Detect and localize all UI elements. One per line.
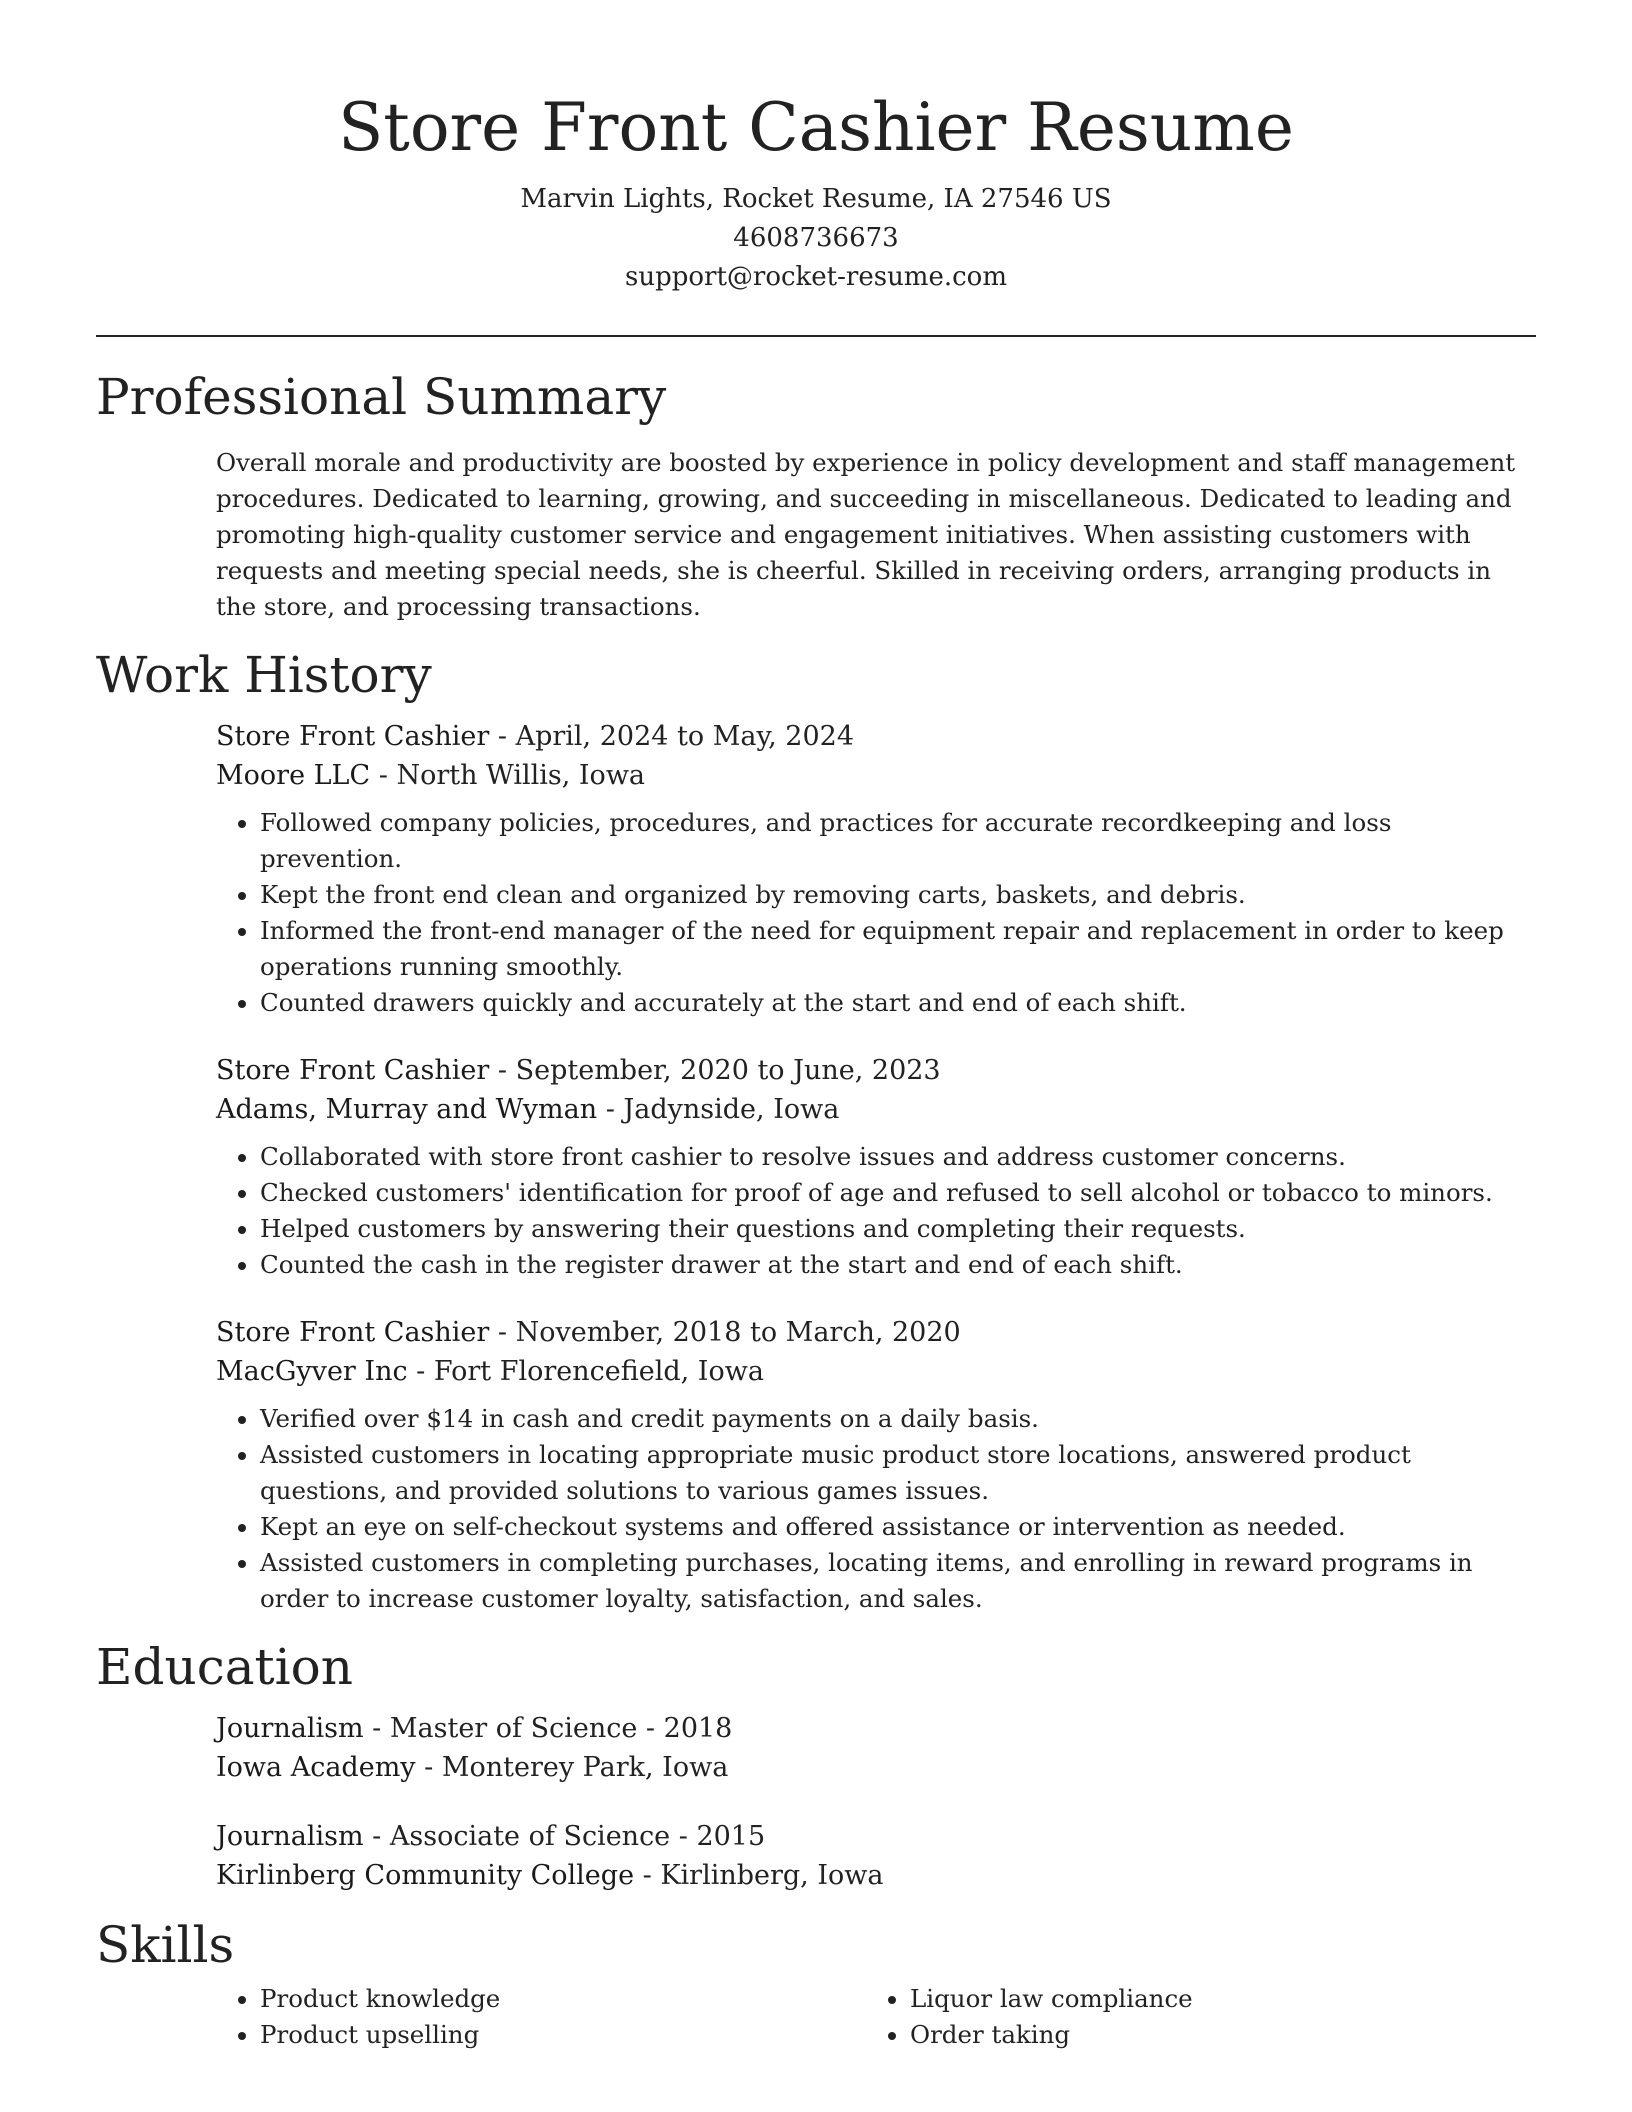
degree-info: - Master of Science - 2018 bbox=[363, 1713, 733, 1744]
skills-section bbox=[96, 1915, 1536, 2053]
job-dates: - April, 2024 to May, 2024 bbox=[489, 721, 854, 752]
job-company: Adams, Murray and Wyman bbox=[216, 1094, 598, 1125]
contact-email: support@rocket-resume.com bbox=[624, 262, 1007, 292]
contact-address: Marvin Lights, Rocket Resume, IA 27546 US bbox=[520, 184, 1112, 214]
education-entry bbox=[216, 1817, 1536, 1895]
job-bullet: • Checked customers' identification for proof of age and refused to sell alcohol or tobacco to minors. bbox=[260, 1175, 1536, 1211]
job-dates: - November, 2018 to March, 2020 bbox=[489, 1317, 961, 1348]
job-bullet: • Helped customers by answering their questions and completing their requests. bbox=[260, 1211, 1536, 1247]
job-location: - North Willis, Iowa bbox=[370, 760, 646, 791]
skill-item: • Product knowledge bbox=[260, 1981, 866, 2017]
degree-field: Journalism bbox=[216, 1713, 364, 1744]
degree-line bbox=[216, 1817, 1536, 1856]
education-section bbox=[96, 1637, 1536, 1895]
job-dates: - September, 2020 to June, 2023 bbox=[489, 1055, 941, 1086]
contact-phone: 4608736673 bbox=[733, 223, 899, 253]
job-location: - Jadynside, Iowa bbox=[597, 1094, 840, 1125]
degree-info: - Associate of Science - 2015 bbox=[363, 1821, 766, 1852]
job-bullet: • Followed company policies, procedures, and practices for accurate recordkeeping and loss prevention. bbox=[260, 805, 1536, 877]
work-history-heading: Work History bbox=[96, 646, 432, 704]
job-bullet: • Counted drawers quickly and accurately at the start and end of each shift. bbox=[260, 985, 1536, 1021]
job-title: Store Front Cashier bbox=[216, 1055, 490, 1086]
education-entry bbox=[216, 1709, 1536, 1787]
job-title-line bbox=[216, 717, 1536, 756]
skills-list bbox=[216, 1981, 866, 2053]
school-name: Iowa Academy bbox=[216, 1752, 416, 1783]
education-heading: Education bbox=[96, 1638, 353, 1696]
job-title: Store Front Cashier bbox=[216, 721, 490, 752]
job-company-line bbox=[216, 756, 1536, 795]
header-divider bbox=[96, 335, 1536, 337]
job-title-line bbox=[216, 1051, 1536, 1090]
job-bullet: • Informed the front-end manager of the need for equipment repair and replacement in order to keep operations running smoothly. bbox=[260, 913, 1536, 985]
job-title-line bbox=[216, 1313, 1536, 1352]
school-line bbox=[216, 1748, 1536, 1787]
job-bullet: • Collaborated with store front cashier to resolve issues and address customer concerns. bbox=[260, 1139, 1536, 1175]
skills-heading: Skills bbox=[96, 1916, 235, 1974]
resume-title: Store Front Cashier Resume bbox=[338, 89, 1294, 166]
job-entry bbox=[216, 1051, 1536, 1283]
job-entry bbox=[216, 717, 1536, 1021]
skills-columns bbox=[216, 1975, 1536, 2053]
job-bullet: • Kept the front end clean and organized by removing carts, baskets, and debris. bbox=[260, 877, 1536, 913]
skill-item: • Liquor law compliance bbox=[910, 1981, 1516, 2017]
job-title: Store Front Cashier bbox=[216, 1317, 490, 1348]
job-bullets bbox=[216, 1139, 1536, 1283]
skill-item: • Order taking bbox=[910, 2017, 1516, 2053]
job-company-line bbox=[216, 1352, 1536, 1391]
skills-list bbox=[866, 1981, 1516, 2053]
job-bullets bbox=[216, 805, 1536, 1021]
job-company: Moore LLC bbox=[216, 760, 371, 791]
work-history-section bbox=[96, 645, 1536, 1617]
job-entry bbox=[216, 1313, 1536, 1617]
job-bullet: • Assisted customers in completing purchases, locating items, and enrolling in reward programs in order to increase customer loyalty, satisfaction, and sales. bbox=[260, 1545, 1536, 1617]
job-company-line bbox=[216, 1090, 1536, 1129]
summary-text: Overall morale and productivity are boosted by experience in policy development and staff management procedures. Dedicated to learning, growing, and succeeding in miscellaneous. Dedicated to leading and promoting high-quality customer service and engagement initiatives. When assisting customers with requests and meeting special needs, she is cheerful. Skilled in receiving orders, arranging products in the store, and processing transactions. bbox=[216, 448, 1516, 621]
school-name: Kirlinberg Community College bbox=[216, 1860, 635, 1891]
school-line bbox=[216, 1856, 1536, 1895]
summary-section bbox=[96, 367, 1536, 625]
job-location: - Fort Florencefield, Iowa bbox=[407, 1356, 764, 1387]
job-bullet: • Kept an eye on self-checkout systems and offered assistance or intervention as needed. bbox=[260, 1509, 1536, 1545]
skills-column-left bbox=[216, 1975, 866, 2053]
degree-field: Journalism bbox=[216, 1821, 364, 1852]
school-location: - Kirlinberg, Iowa bbox=[634, 1860, 884, 1891]
job-bullets bbox=[216, 1401, 1536, 1617]
degree-line bbox=[216, 1709, 1536, 1748]
skills-column-right bbox=[866, 1975, 1516, 2053]
summary-heading: Professional Summary bbox=[96, 368, 667, 426]
resume-header bbox=[96, 88, 1536, 297]
skill-item: • Product upselling bbox=[260, 2017, 866, 2053]
job-bullet: • Counted the cash in the register drawer at the start and end of each shift. bbox=[260, 1247, 1536, 1283]
job-bullet: • Verified over $14 in cash and credit payments on a daily basis. bbox=[260, 1401, 1536, 1437]
school-location: - Monterey Park, Iowa bbox=[415, 1752, 729, 1783]
job-bullet: • Assisted customers in locating appropriate music product store locations, answered product questions, and provided solutions to various games issues. bbox=[260, 1437, 1536, 1509]
job-company: MacGyver Inc bbox=[216, 1356, 408, 1387]
